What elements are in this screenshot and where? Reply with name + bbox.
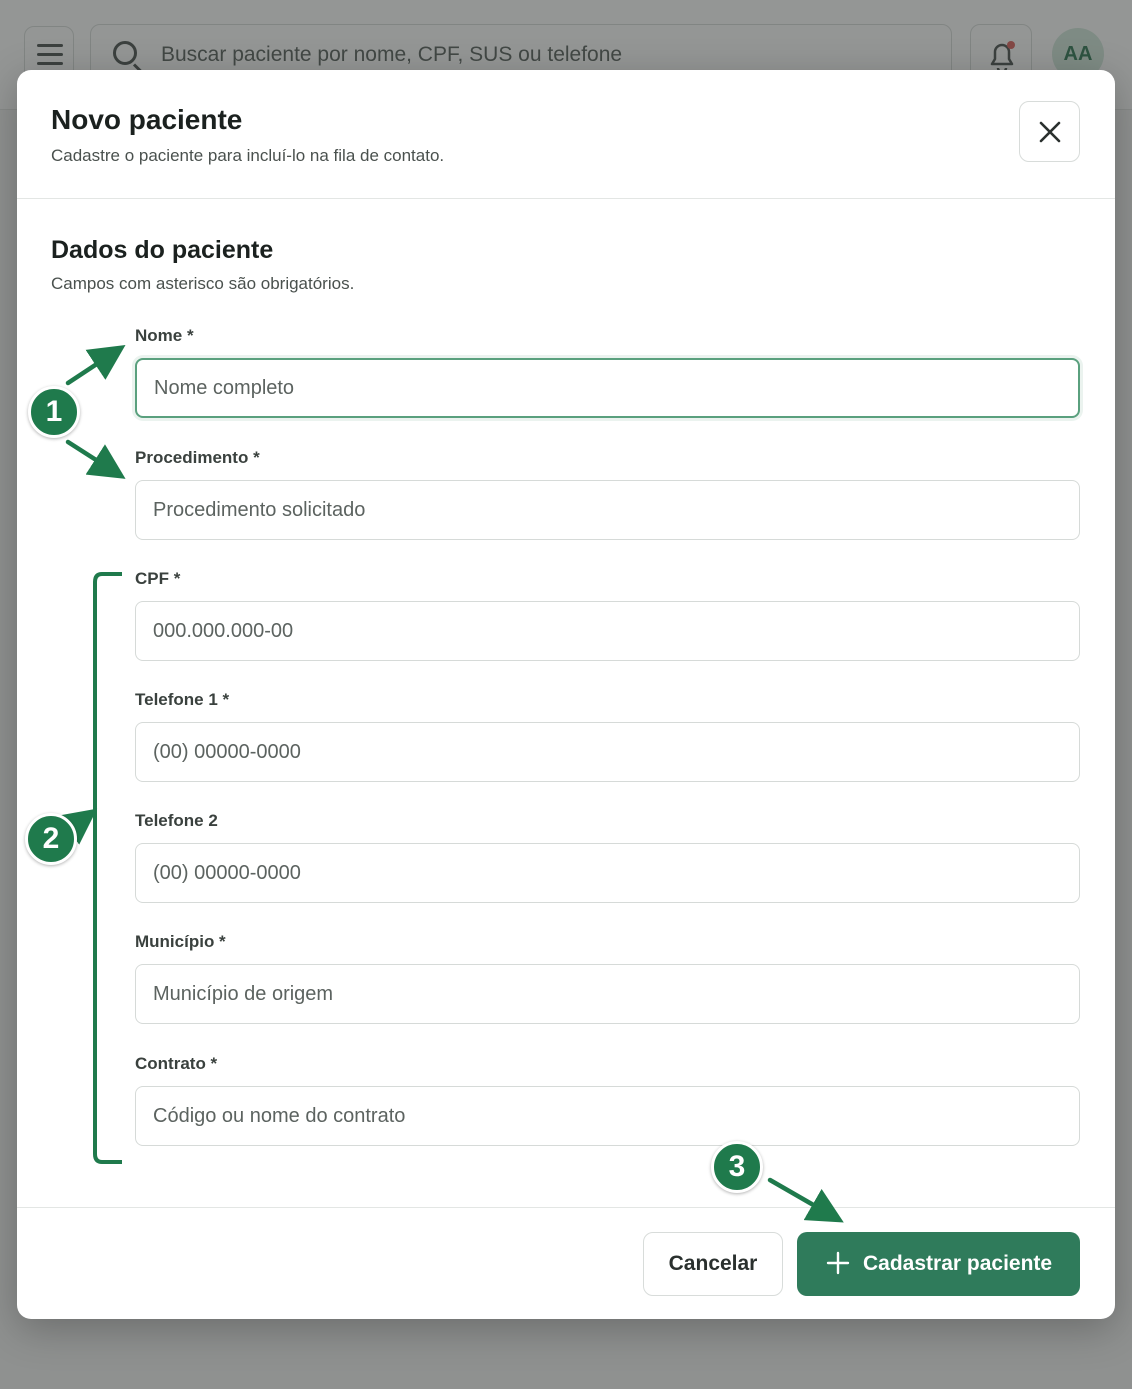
- annotation-badge-2: 2: [25, 813, 77, 865]
- new-patient-dialog: [17, 70, 1115, 1319]
- municipality-input[interactable]: [135, 964, 1080, 1024]
- section-subtitle: Campos com asterisco são obrigatórios.: [51, 274, 355, 293]
- procedure-input[interactable]: [135, 480, 1080, 540]
- phone2-input[interactable]: [135, 843, 1080, 903]
- plus-icon: [826, 1251, 850, 1275]
- contract-input[interactable]: [135, 1086, 1080, 1146]
- contract-label: Contrato *: [135, 1054, 218, 1073]
- name-input[interactable]: [135, 358, 1080, 418]
- phone2-label: Telefone 2: [135, 811, 218, 830]
- cancel-button[interactable]: Cancelar: [643, 1232, 783, 1296]
- annotation-badge-1: 1: [28, 386, 80, 438]
- register-patient-button[interactable]: [797, 1232, 1080, 1296]
- cpf-label: CPF *: [135, 569, 181, 588]
- municipality-label: Município *: [135, 932, 226, 951]
- phone1-label: Telefone 1 *: [135, 690, 230, 709]
- name-label: Nome *: [135, 326, 194, 345]
- cpf-input[interactable]: [135, 601, 1080, 661]
- phone1-input[interactable]: [135, 722, 1080, 782]
- close-button[interactable]: [1019, 101, 1080, 162]
- dialog-subtitle: Cadastre o paciente para incluí-lo na fila de contato.: [51, 146, 445, 165]
- dialog-footer: [17, 1207, 1115, 1319]
- procedure-label: Procedimento *: [135, 448, 260, 467]
- annotation-badge-3: 3: [711, 1141, 763, 1193]
- dialog-title: Novo paciente: [51, 104, 243, 135]
- register-patient-label: Cadastrar paciente: [863, 1252, 1053, 1275]
- close-icon: [1038, 120, 1062, 144]
- section-title: Dados do paciente: [51, 236, 274, 264]
- dialog-header: [17, 70, 1115, 199]
